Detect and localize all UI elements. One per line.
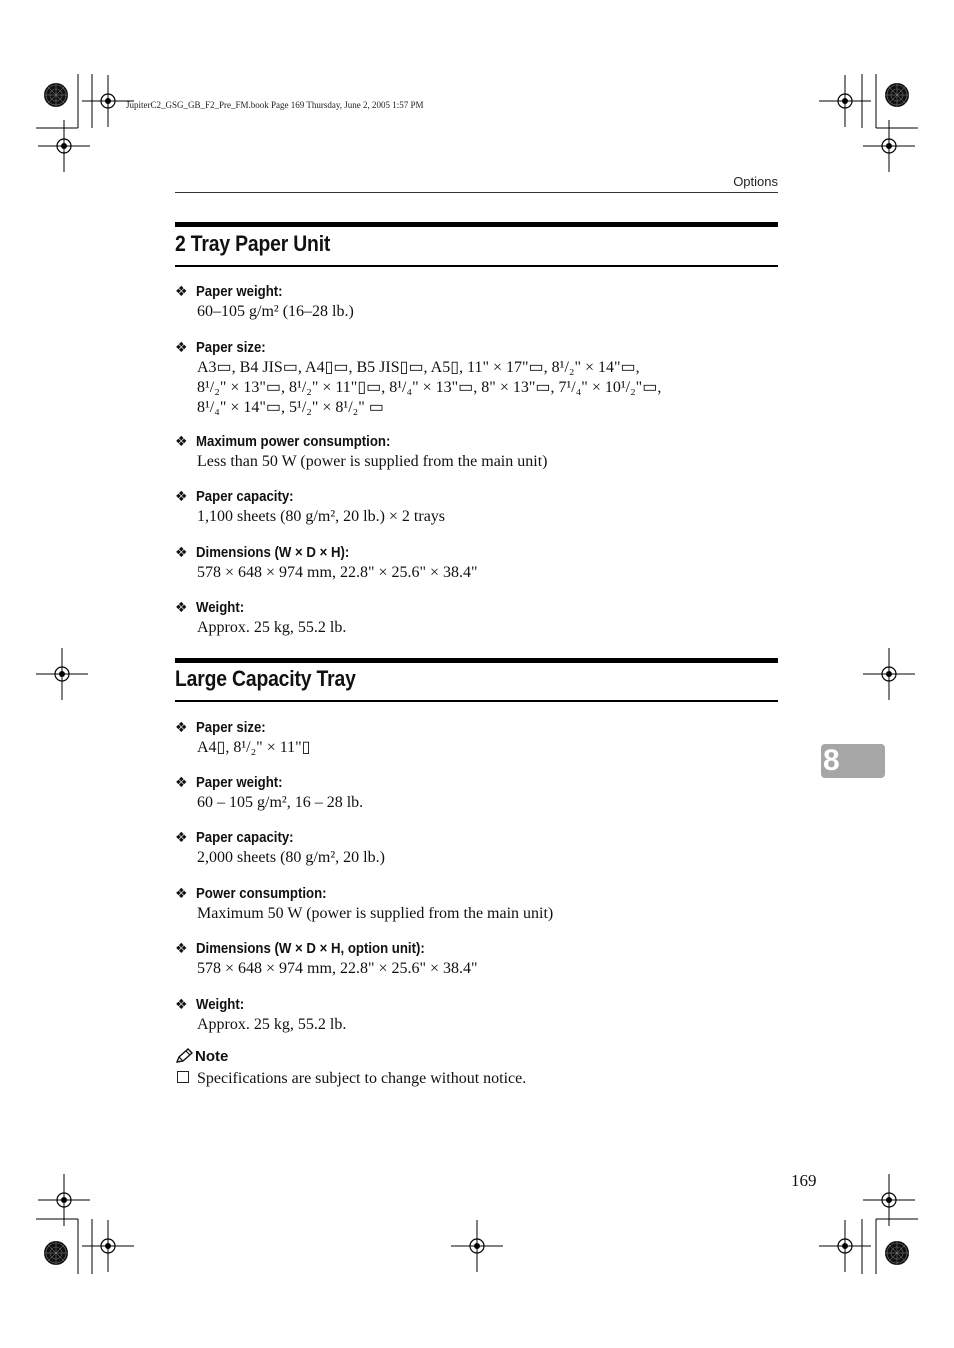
bullet-icon: ❖ xyxy=(175,545,188,561)
spec-value: Less than 50 W (power is supplied from the main unit) xyxy=(197,453,548,470)
spec-label: Dimensions (W × D × H, option unit): xyxy=(196,940,425,957)
spec-item xyxy=(175,773,778,813)
section-top-rule xyxy=(175,222,778,227)
bullet-icon: ❖ xyxy=(175,284,188,300)
spec-item xyxy=(175,432,778,472)
spec-value: 578 × 648 × 974 mm, 22.8" × 25.6" × 38.4" xyxy=(197,564,478,581)
spec-value: 60 – 105 g/m², 16 – 28 lb. xyxy=(197,794,364,811)
spec-value: Approx. 25 kg, 55.2 lb. xyxy=(197,1016,347,1033)
bullet-icon: ❖ xyxy=(175,434,188,450)
spec-label: Power consumption: xyxy=(196,885,327,902)
spec-value: 2,000 sheets (80 g/m², 20 lb.) xyxy=(197,849,385,866)
spec-label: Paper weight: xyxy=(196,283,283,300)
running-head: Options xyxy=(733,174,778,189)
pencil-icon xyxy=(175,1048,193,1064)
checkbox-icon xyxy=(177,1071,189,1083)
section-title: 2 Tray Paper Unit xyxy=(175,231,331,256)
spec-label: Maximum power consumption: xyxy=(196,433,391,450)
bullet-icon: ❖ xyxy=(175,830,188,846)
spec-label: Paper capacity: xyxy=(196,829,294,846)
bullet-icon: ❖ xyxy=(175,941,188,957)
spec-item xyxy=(175,338,778,418)
spec-label: Paper weight: xyxy=(196,774,283,791)
page-number: 169 xyxy=(791,1171,817,1190)
spec-item xyxy=(175,487,778,527)
spec-value: Maximum 50 W (power is supplied from the main unit) xyxy=(197,905,554,922)
spec-value-line: A3▭, B4 JIS▭, A4▯▭, B5 JIS▯▭, A5▯, 11" × 17"▭, 8¹/₂" × 14"▭, xyxy=(197,359,640,376)
bullet-icon: ❖ xyxy=(175,997,188,1013)
spec-item xyxy=(175,282,778,322)
spec-label: Weight: xyxy=(196,996,245,1013)
spec-label: Dimensions (W × D × H): xyxy=(196,544,350,561)
spec-label: Paper size: xyxy=(196,339,266,356)
spec-label: Weight: xyxy=(196,599,245,616)
spec-item xyxy=(175,995,778,1035)
spec-item xyxy=(175,828,778,868)
spec-item xyxy=(175,598,778,638)
spec-label: Paper size: xyxy=(196,719,266,736)
section-bottom-rule xyxy=(175,265,778,267)
note-item-text: Specifications are subject to change without notice. xyxy=(197,1070,527,1087)
spec-value: 578 × 648 × 974 mm, 22.8" × 25.6" × 38.4" xyxy=(197,960,478,977)
bullet-icon: ❖ xyxy=(175,340,188,356)
bullet-icon: ❖ xyxy=(175,886,188,902)
note-item xyxy=(175,1069,526,1089)
header-rule xyxy=(175,192,778,193)
spec-value: Approx. 25 kg, 55.2 lb. xyxy=(197,619,347,636)
bullet-icon: ❖ xyxy=(175,489,188,505)
spec-item xyxy=(175,884,778,924)
spec-value: 60–105 g/m² (16–28 lb.) xyxy=(197,303,354,320)
note-heading-text: Note xyxy=(195,1048,229,1065)
spec-value-line: 8¹/₄" × 14"▭, 5¹/₂" × 8¹/₂" ▭ xyxy=(197,399,384,416)
spec-item xyxy=(175,939,778,979)
chapter-tab: 8 xyxy=(821,744,885,778)
bullet-icon: ❖ xyxy=(175,775,188,791)
section-title: Large Capacity Tray xyxy=(175,666,356,691)
spec-item xyxy=(175,718,778,758)
spec-value: A4▯, 8¹/₂" × 11"▯ xyxy=(197,739,311,756)
spec-value-line: 8¹/₂" × 13"▭, 8¹/₂" × 11"▯▭, 8¹/₄" × 13"▭, 8" × 13"▭, 7¹/₄" × 10¹/₂"▭, xyxy=(197,379,662,396)
note-heading xyxy=(175,1047,228,1067)
section-top-rule xyxy=(175,658,778,663)
file-info-line: JupiterC2_GSG_GB_F2_Pre_FM.book Page 169 Thursday, June 2, 2005 1:57 PM xyxy=(126,100,424,110)
bullet-icon: ❖ xyxy=(175,720,188,736)
spec-label: Paper capacity: xyxy=(196,488,294,505)
bullet-icon: ❖ xyxy=(175,600,188,616)
spec-value: 1,100 sheets (80 g/m², 20 lb.) × 2 trays xyxy=(197,508,446,525)
spec-item xyxy=(175,543,778,583)
section-bottom-rule xyxy=(175,700,778,702)
